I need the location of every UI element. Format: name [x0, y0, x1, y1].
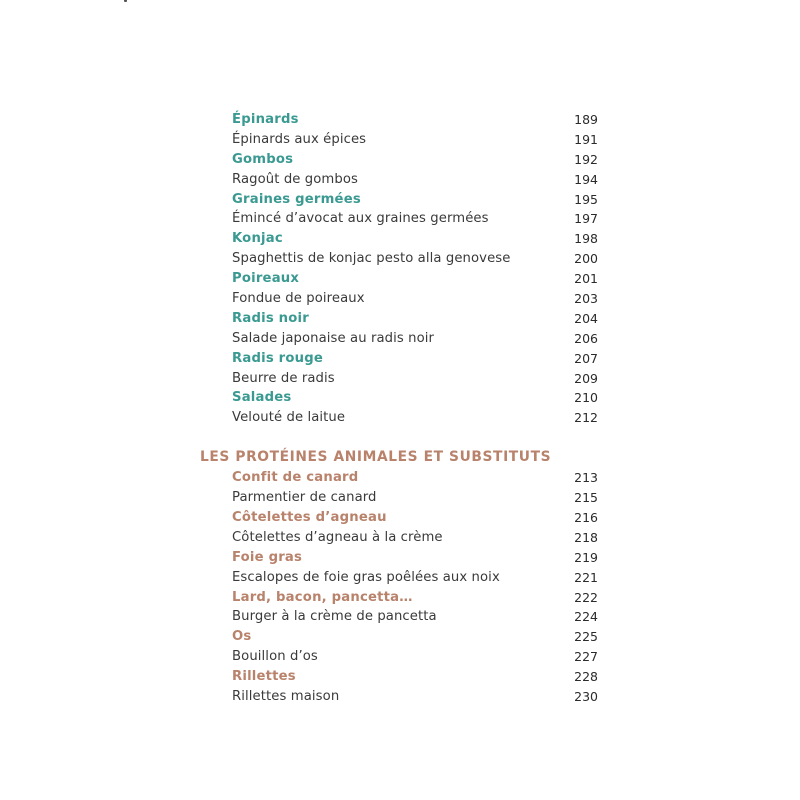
- toc-recipe-spaghettis-konjac[interactable]: [200, 249, 598, 269]
- toc-page-number: 212: [574, 410, 598, 426]
- toc-page-number: 201: [574, 271, 598, 287]
- toc-page-number: 194: [574, 171, 598, 187]
- toc-recipe-label: Côtelettes d’agneau à la crème: [232, 529, 443, 545]
- toc-topic-label: Épinards: [232, 112, 299, 127]
- toc-topic-foie-gras[interactable]: [200, 548, 598, 568]
- toc-topic-epinards[interactable]: [200, 110, 598, 130]
- toc-page-number: 191: [574, 131, 598, 147]
- toc-topic-gombos[interactable]: [200, 150, 598, 170]
- toc-topic-label: Côtelettes d’agneau: [232, 510, 387, 526]
- toc-page-number: 197: [574, 211, 598, 227]
- toc-recipe-escalopes-foie-gras[interactable]: [200, 568, 598, 588]
- toc-topic-cotelettes-agneau[interactable]: [200, 508, 598, 528]
- toc-page-number: 209: [574, 370, 598, 386]
- toc-recipe-beurre-radis[interactable]: [200, 369, 598, 389]
- toc-page-number: 224: [574, 609, 598, 625]
- toc-recipe-label: Bouillon d’os: [232, 649, 318, 665]
- vegetables-section: [200, 110, 598, 428]
- toc-topic-rillettes[interactable]: [200, 667, 598, 687]
- toc-recipe-epinards-epices[interactable]: [200, 130, 598, 150]
- toc-recipe-label: Escalopes de foie gras poêlées aux noix: [232, 569, 500, 585]
- toc-recipe-parmentier-canard[interactable]: [200, 488, 598, 508]
- toc-page-number: 215: [574, 490, 598, 506]
- toc-topic-confit-canard[interactable]: [200, 468, 598, 488]
- toc-topic-label: Radis rouge: [232, 350, 323, 366]
- toc-recipe-veloute-laitue[interactable]: [200, 408, 598, 428]
- toc-topic-label: Rillettes: [232, 669, 296, 685]
- toc-topic-label: Lard, bacon, pancetta…: [232, 589, 413, 605]
- toc-page-number: 195: [574, 191, 598, 207]
- toc-page-number: 216: [574, 510, 598, 526]
- toc-recipe-label: Velouté de laitue: [232, 410, 346, 426]
- toc-page-number: 189: [574, 112, 598, 127]
- toc-topic-poireaux[interactable]: [200, 269, 598, 289]
- toc-recipe-rillettes-maison[interactable]: [200, 687, 598, 707]
- toc-page-number: 207: [574, 350, 598, 366]
- toc-recipe-label: Beurre de radis: [232, 370, 335, 386]
- toc-topic-label: Poireaux: [232, 271, 300, 287]
- toc-topic-label: Konjac: [232, 231, 283, 247]
- toc-recipe-label: Parmentier de canard: [232, 490, 377, 506]
- toc-recipe-label: Émincé d’avocat aux graines germées: [232, 211, 489, 227]
- toc-recipe-fondue-poireaux[interactable]: [200, 289, 598, 309]
- toc-page-number: 222: [574, 589, 598, 605]
- toc-page-number: 221: [574, 569, 598, 585]
- toc-recipe-burger-pancetta[interactable]: [200, 607, 598, 627]
- toc-recipe-ragout-gombos[interactable]: [200, 170, 598, 190]
- toc-recipe-cotelettes-creme[interactable]: [200, 528, 598, 548]
- toc-topic-label: Radis noir: [232, 310, 309, 326]
- toc-topic-label: Confit de canard: [232, 470, 359, 486]
- toc-topic-label: Graines germées: [232, 191, 361, 207]
- toc-topic-graines-germees[interactable]: [200, 190, 598, 210]
- toc-page-number: 225: [574, 629, 598, 645]
- toc-recipe-bouillon-os[interactable]: [200, 647, 598, 667]
- toc-recipe-label: Salade japonaise au radis noir: [232, 330, 435, 346]
- toc-recipe-label: Ragoût de gombos: [232, 171, 358, 187]
- toc-recipe-label: Fondue de poireaux: [232, 291, 365, 307]
- toc-page-number: 213: [574, 470, 598, 486]
- toc-topic-radis-rouge[interactable]: [200, 349, 598, 369]
- toc-topic-konjac[interactable]: [200, 229, 598, 249]
- section-title: LES PROTÉINES ANIMALES ET SUBSTITUTS: [200, 449, 552, 466]
- toc-page-number: 227: [574, 649, 598, 665]
- toc-page-number: 218: [574, 529, 598, 545]
- toc-page-number: 192: [574, 151, 598, 167]
- toc-page-number: 206: [574, 330, 598, 346]
- toc-recipe-salade-japonaise[interactable]: [200, 329, 598, 349]
- toc-page-number: 203: [574, 291, 598, 307]
- corner-mark: [124, 0, 127, 2]
- proteins-section: [200, 446, 598, 707]
- table-of-contents: [200, 110, 598, 707]
- toc-topic-label: Foie gras: [232, 549, 303, 565]
- toc-topic-os[interactable]: [200, 627, 598, 647]
- toc-topic-lard-bacon-pancetta[interactable]: [200, 588, 598, 608]
- toc-topic-salades[interactable]: [200, 388, 598, 408]
- toc-topic-radis-noir[interactable]: [200, 309, 598, 329]
- toc-topic-label: Gombos: [232, 151, 294, 167]
- toc-page-number: 230: [574, 689, 598, 705]
- toc-page-number: 219: [574, 549, 598, 565]
- toc-recipe-emince-avocat[interactable]: [200, 209, 598, 229]
- toc-page-number: 210: [574, 390, 598, 406]
- toc-recipe-label: Burger à la crème de pancetta: [232, 609, 437, 625]
- toc-topic-label: Salades: [232, 390, 292, 406]
- toc-topic-label: Os: [232, 629, 252, 645]
- toc-page-number: 200: [574, 251, 598, 267]
- toc-page-number: 228: [574, 669, 598, 685]
- toc-page-number: 198: [574, 231, 598, 247]
- toc-recipe-label: Spaghettis de konjac pesto alla genovese: [232, 251, 511, 267]
- toc-recipe-label: Rillettes maison: [232, 689, 340, 705]
- toc-recipe-label: Épinards aux épices: [232, 131, 367, 147]
- toc-page-number: 204: [574, 310, 598, 326]
